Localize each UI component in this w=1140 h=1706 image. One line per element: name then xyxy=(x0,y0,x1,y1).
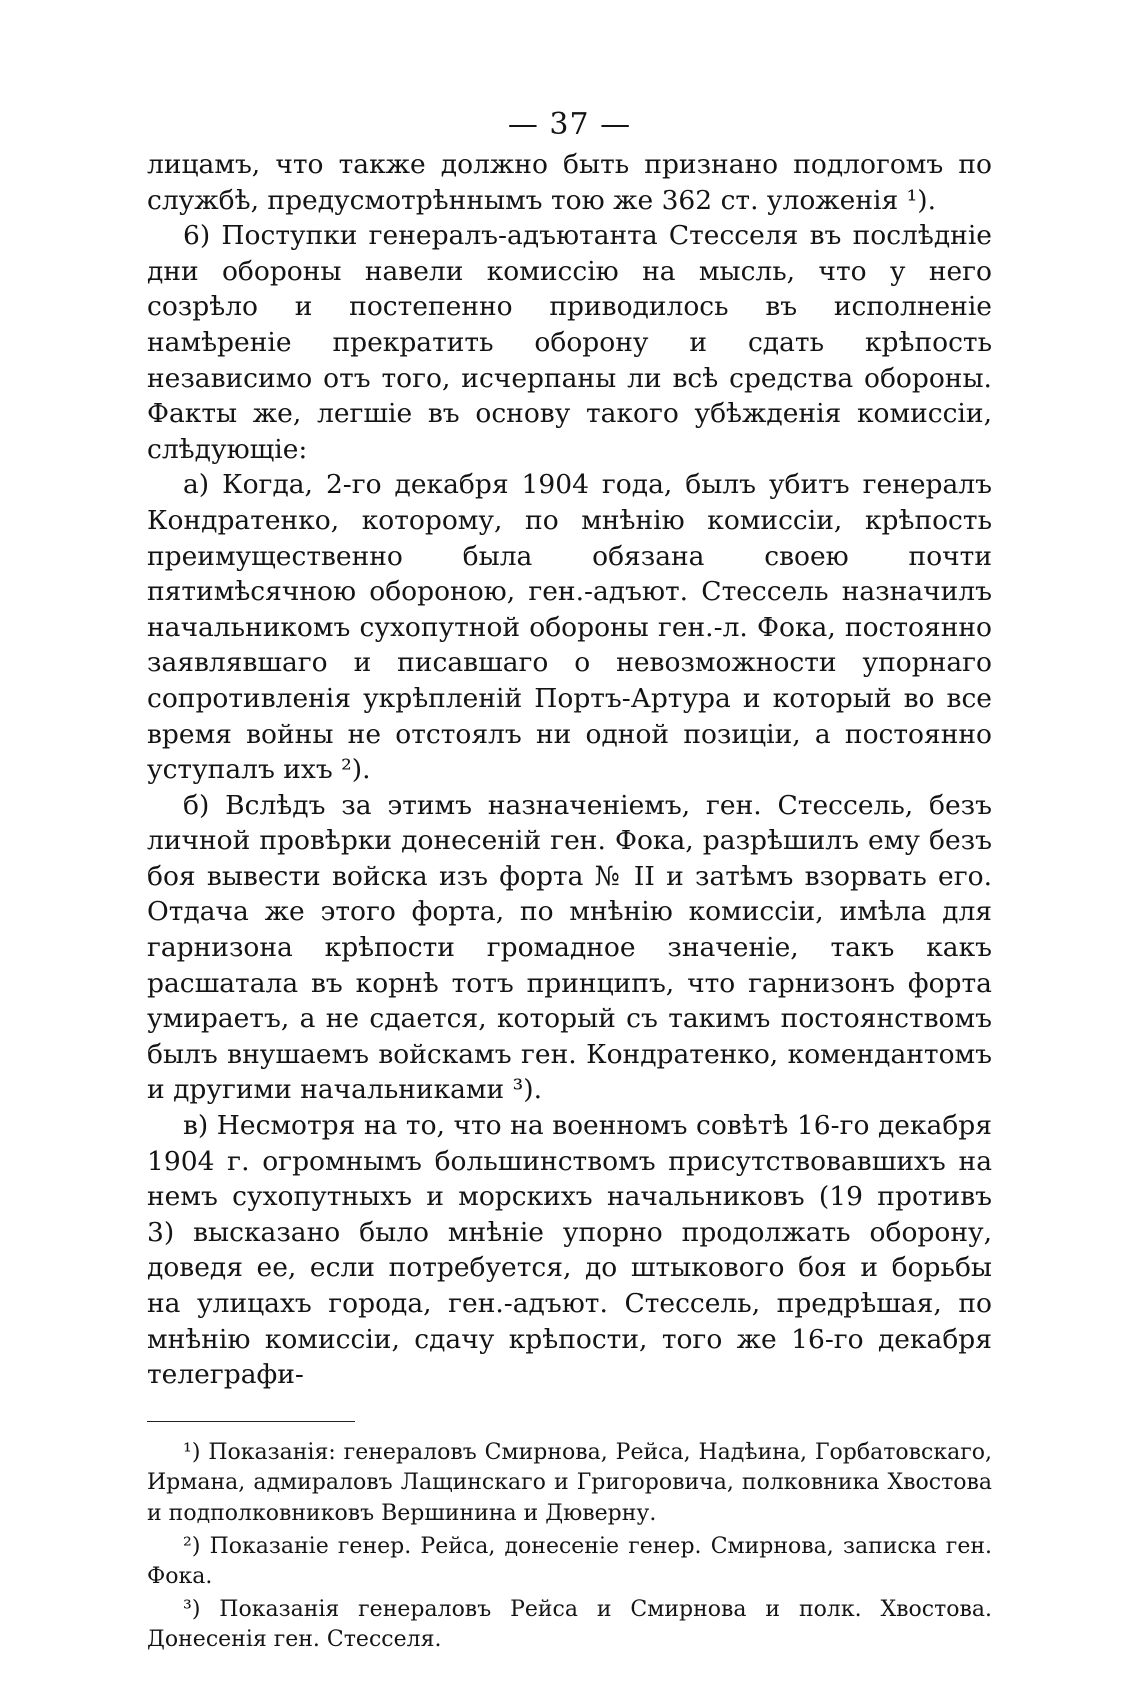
book-page xyxy=(147,105,992,1665)
page-number: — 37 — xyxy=(507,107,632,142)
footnote-2: ²) Показаніе генер. Рейса, донесеніе генер. Смирнова, записка ген. Фока. xyxy=(147,1533,992,1590)
main-text xyxy=(147,147,992,1393)
footnote-3: ³) Показанія генераловъ Рейса и Смирнова и полк. Хвостова. Донесенія ген. Стесселя. xyxy=(147,1596,992,1653)
paragraph-item-a: а) Когда, 2-го декабря 1904 года, былъ убитъ генералъ Кондратенко, которому, по мнѣнію комиссіи, крѣпость преимущественно была обязана своею почти пятимѣсячною обороною, ген.-адъют. Стессель назначилъ начальникомъ сухопутной обороны ген.-л. Фока, постоянно заявлявшаго и писавшаго о невозможности упорнаго сопротивленія укрѣпленій Портъ-Артура и который во все время войны не отстоялъ ни одной позиціи, а постоянно уступалъ ихъ ²). xyxy=(147,469,992,786)
footnotes xyxy=(147,1438,992,1656)
footnote-1: ¹) Показанія: генераловъ Смирнова, Рейса, Надѣина, Горбатовскаго, Ирмана, адмираловъ Лащинскаго и Григоровича, полковника Хвостова и подполковниковъ Вершинина и Дюверну. xyxy=(147,1439,992,1526)
paragraph-item-v: в) Несмотря на то, что на военномъ совѣтѣ 16-го декабря 1904 г. огромнымъ большинствомъ присутствовавшихъ на немъ сухопутныхъ и морскихъ начальниковъ (19 противъ 3) высказано было мнѣніе упорно продолжать оборону, доведя ее, если потребуется, до штыкового боя и борьбы на улицахъ города, ген.-адъют. Стессель, предрѣшая, по мнѣнію комиссіи, сдачу крѣпости, того же 16-го декабря телеграфи- xyxy=(147,1110,992,1391)
paragraph-item-b: б) Вслѣдъ за этимъ назначеніемъ, ген. Стессель, безъ личной провѣрки донесеній ген. Фока, разрѣшилъ ему безъ боя вывести войска изъ форта № II и затѣмъ взорвать его. Отдача же этого форта, по мнѣнію комиссіи, имѣла для гарнизона крѣпости громадное значеніе, такъ какъ расшатала въ корнѣ тотъ принципъ, что гарнизонъ форта умираетъ, а не сдается, который съ такимъ постоянствомъ былъ внушаемъ войскамъ ген. Кондратенко, комендантомъ и другими начальниками ³). xyxy=(147,789,992,1106)
paragraph-item-6: 6) Поступки генералъ-адъютанта Стесселя въ послѣдніе дни обороны навели комиссію на мысль, что у него созрѣло и постепенно приводилось въ исполненіе намѣреніе прекратить оборону и сдать крѣпость независимо отъ того, исчерпаны ли всѣ средства обороны. Факты же, легшіе въ основу такого убѣжденія комиссіи, слѣдующіе: xyxy=(147,220,992,465)
paragraph-continuation: лицамъ, что также должно быть признано подлогомъ по службѣ, предусмотрѣннымъ тою же 362 ст. уложенія ¹). xyxy=(147,149,992,216)
footnote-divider xyxy=(147,1421,355,1422)
